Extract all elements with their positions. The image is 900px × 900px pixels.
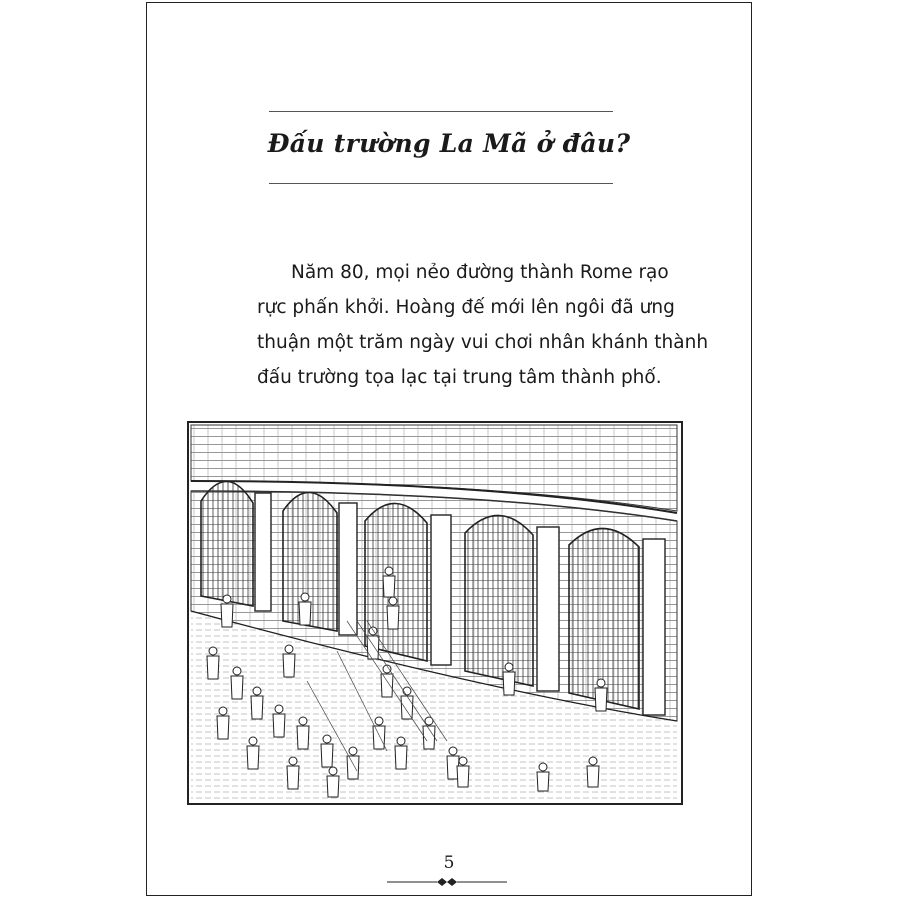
body-paragraph — [257, 255, 709, 395]
chapter-title: Đấu trường La Mã ở đâu? — [267, 129, 631, 158]
colosseum-illustration — [187, 421, 683, 805]
body-line: rực phấn khởi. Hoàng đế mới lên ngôi đã ưng — [257, 297, 675, 318]
page-number: 5 — [443, 853, 455, 873]
title-rule-top — [269, 111, 613, 112]
body-line: thuận một trăm ngày vui chơi nhân khánh thành — [257, 332, 709, 353]
body-line: đấu trường tọa lạc tại trung tâm thành phố. — [257, 367, 662, 388]
page-ornament — [385, 877, 509, 887]
title-rule-bottom — [269, 183, 613, 184]
book-page — [146, 2, 752, 896]
body-line: Năm 80, mọi nẻo đường thành Rome rạo — [291, 262, 669, 283]
